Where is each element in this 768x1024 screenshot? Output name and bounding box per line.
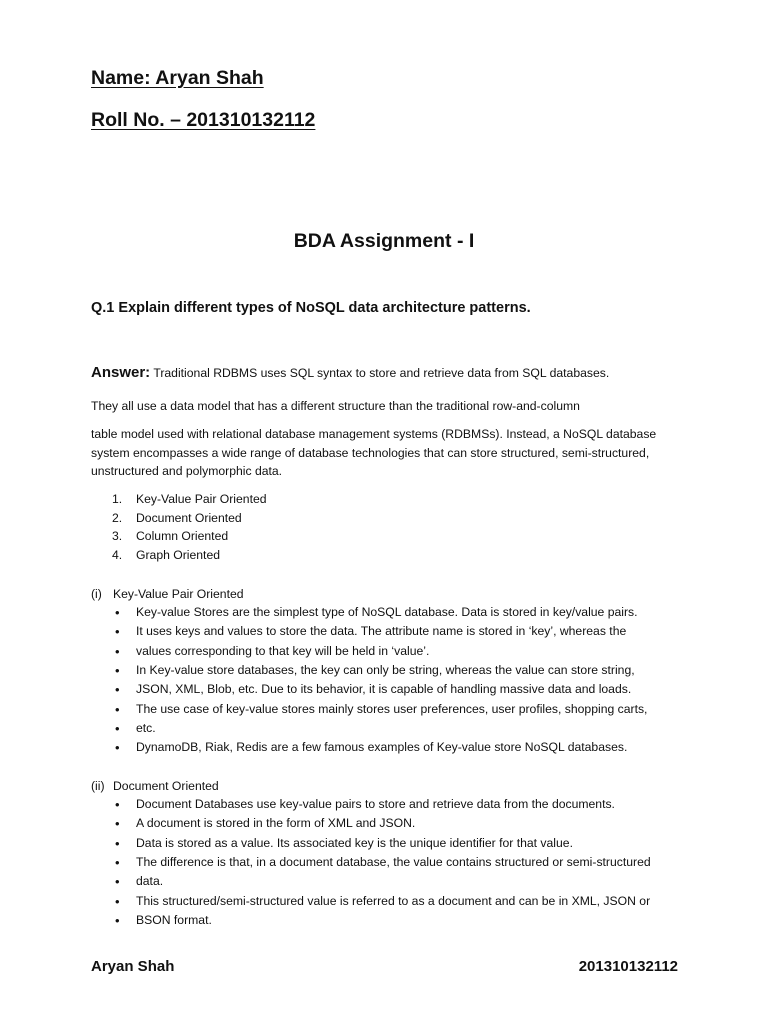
bullet-text: data. — [136, 874, 164, 889]
bullet-item — [115, 834, 651, 853]
list-item-text: Document Oriented — [136, 510, 242, 525]
list-item-text: Key-Value Pair Oriented — [136, 492, 267, 506]
bullet-icon: • — [115, 605, 120, 620]
bullet-item — [115, 700, 647, 719]
bullet-item — [115, 892, 651, 911]
bullet-text: BSON format. — [136, 913, 212, 928]
footer-name: Aryan Shah — [91, 958, 175, 975]
bullet-item — [115, 622, 647, 641]
footer-roll-number: 201310132112 — [578, 958, 678, 975]
paragraph-line: table model used with relational database management systems (RDBMSs). Instead, a NoSQL database — [91, 427, 657, 441]
list-number: 2. — [112, 510, 123, 525]
section-number: (ii) — [91, 779, 105, 793]
bullet-text: Key-value Stores are the simplest type of NoSQL database. Data is stored in key/value pairs. — [136, 605, 638, 619]
bullet-item — [115, 872, 651, 891]
bullet-text: etc. — [136, 721, 156, 736]
bullet-icon: • — [115, 624, 120, 640]
bullet-text: This structured/semi-structured value is referred to as a document and can be in XML, JSON or — [136, 893, 651, 908]
list-number: 3. — [112, 529, 123, 544]
bullet-icon: • — [115, 893, 120, 909]
paragraph-line: unstructured and polymorphic data. — [91, 464, 283, 478]
bullet-icon: • — [115, 816, 120, 832]
bullet-icon: • — [115, 855, 120, 871]
list-number: 1. — [112, 492, 123, 506]
bullet-item — [115, 661, 647, 680]
answer-paragraph — [91, 425, 656, 481]
list-item-text: Graph Oriented — [136, 548, 221, 563]
bullet-text: The difference is that, in a document database, the value contains structured or semi-structured — [136, 855, 651, 870]
section-title: Key-Value Pair Oriented — [113, 587, 244, 601]
bullet-item — [115, 603, 647, 622]
document-bullets — [115, 795, 651, 930]
answer-line-2: They all use a data model that has a different structure than the traditional row-and-column — [91, 399, 580, 413]
bullet-item — [115, 795, 651, 814]
bullet-text: JSON, XML, Blob, etc. Due to its behavior, it is capable of handling massive data and loads. — [136, 682, 632, 697]
list-item — [112, 527, 267, 546]
bullet-icon: • — [115, 740, 120, 756]
document-title: BDA Assignment - I — [293, 230, 475, 252]
bullet-item — [115, 642, 647, 661]
bullet-text: A document is stored in the form of XML and JSON. — [136, 816, 416, 831]
bullet-text: In Key-value store databases, the key can only be string, whereas the value can store string, — [136, 663, 635, 678]
bullet-item — [115, 814, 651, 833]
bullet-text: values corresponding to that key will be held in ‘value’. — [136, 643, 430, 658]
section-heading-key-value — [91, 587, 244, 601]
bullet-text: Data is stored as a value. Its associated key is the unique identifier for that value. — [136, 835, 573, 850]
key-value-bullets — [115, 603, 647, 758]
bullet-item — [115, 911, 651, 930]
bullet-icon: • — [115, 663, 120, 679]
types-list — [112, 490, 267, 565]
bullet-text: Document Databases use key-value pairs to store and retrieve data from the documents. — [136, 797, 615, 811]
student-name: Name: Aryan Shah — [91, 67, 264, 89]
section-number: (i) — [91, 587, 102, 601]
list-number: 4. — [112, 548, 123, 563]
bullet-item — [115, 680, 647, 699]
bullet-icon: • — [115, 682, 120, 698]
bullet-text: DynamoDB, Riak, Redis are a few famous examples of Key-value store NoSQL databases. — [136, 740, 628, 755]
answer-text-1: Traditional RDBMS uses SQL syntax to store and retrieve data from SQL databases. — [150, 366, 610, 380]
bullet-item — [115, 719, 647, 738]
answer-line-1 — [91, 364, 609, 383]
bullet-text: The use case of key-value stores mainly stores user preferences, user profiles, shopping carts, — [136, 701, 648, 716]
section-heading-document — [91, 779, 219, 793]
bullet-icon: • — [115, 701, 120, 717]
bullet-item — [115, 853, 651, 872]
bullet-icon: • — [115, 913, 120, 929]
list-item-text: Column Oriented — [136, 529, 229, 544]
bullet-item — [115, 738, 647, 757]
answer-label: Answer: — [91, 364, 151, 381]
list-item — [112, 509, 267, 528]
bullet-icon: • — [115, 721, 120, 737]
bullet-text: It uses keys and values to store the data. The attribute name is stored in ‘key’, whereas the — [136, 624, 627, 639]
question-text: Q.1 Explain different types of NoSQL data architecture patterns. — [91, 300, 531, 316]
paragraph-line: system encompasses a wide range of database technologies that can store structured, semi-structured, — [91, 445, 650, 460]
bullet-icon: • — [115, 835, 120, 851]
section-title: Document Oriented — [113, 779, 219, 793]
roll-number: Roll No. – 201310132112 — [91, 109, 316, 131]
bullet-icon: • — [115, 797, 120, 812]
bullet-icon: • — [115, 874, 120, 890]
list-item — [112, 490, 267, 509]
list-item — [112, 546, 267, 565]
bullet-icon: • — [115, 643, 120, 659]
